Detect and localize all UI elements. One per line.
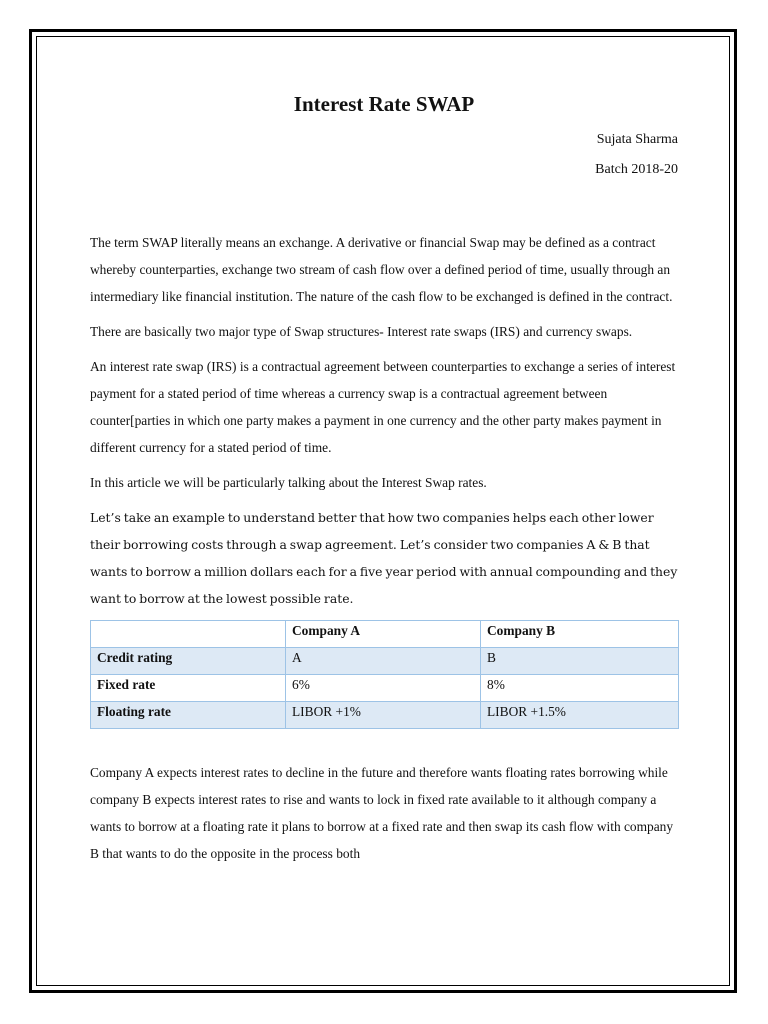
rates-table: [90, 620, 679, 729]
paragraph-article-focus: In this article we will be particularly talking about the Interest Swap rates.: [90, 475, 487, 490]
table-row: [91, 702, 679, 729]
table-row-label: Fixed rate: [91, 675, 286, 702]
paragraph-swap-scenario: Company A expects interest rates to decline in the future and therefore wants floating rates borrowing while company B expects interest rates to rise and wants to lock in fixed rate available to it although company a wants to borrow at a floating rate it plans to borrow at a fixed rate and then swap its cash flow with company B that wants to do the opposite in the process both: [90, 765, 674, 861]
table-header-company-a: Company A: [286, 621, 481, 648]
table-row: [91, 648, 679, 675]
table-cell: LIBOR +1.5%: [481, 702, 679, 729]
table-row-label: Floating rate: [91, 702, 286, 729]
table-header-row: [91, 621, 679, 648]
paragraph-swap-types: There are basically two major type of Swap structures- Interest rate swaps (IRS) and currency swaps.: [90, 324, 633, 339]
paragraph-irs-definition: An interest rate swap (IRS) is a contractual agreement between counterparties to exchange a series of interest payment for a stated period of time whereas a currency swap is a contractual agreement between counter[parties in which one party makes a payment in one currency and the other party makes payment in different currency for a stated period of time.: [90, 359, 676, 455]
table-cell: 6%: [286, 675, 481, 702]
table-header-company-b: Company B: [481, 621, 679, 648]
table-cell: LIBOR +1%: [286, 702, 481, 729]
paragraph-example-intro: Let’s take an example to understand better that how two companies helps each other lower their borrowing costs through a swap agreement. Let’s consider two companies A & B that wants to borrow a million dollars each for a five year period with annual compounding and they want to borrow at the lowest possible rate.: [90, 510, 678, 606]
table-cell: B: [481, 648, 679, 675]
batch-label: Batch 2018-20: [595, 162, 678, 177]
table-header-cell: [91, 621, 286, 648]
table-row-label: Credit rating: [91, 648, 286, 675]
table-cell: A: [286, 648, 481, 675]
table-row: [91, 675, 679, 702]
document-title: Interest Rate SWAP: [293, 92, 475, 116]
paragraph-swap-definition: The term SWAP literally means an exchange. A derivative or financial Swap may be defined as a contract whereby counterparties, exchange two stream of cash flow over a defined period of time, usually through an intermediary like financial institution. The nature of the cash flow to be exchanged is defined in the contract.: [90, 235, 673, 304]
document-body: [90, 229, 680, 875]
table-cell: 8%: [481, 675, 679, 702]
author-name: Sujata Sharma: [596, 132, 678, 147]
